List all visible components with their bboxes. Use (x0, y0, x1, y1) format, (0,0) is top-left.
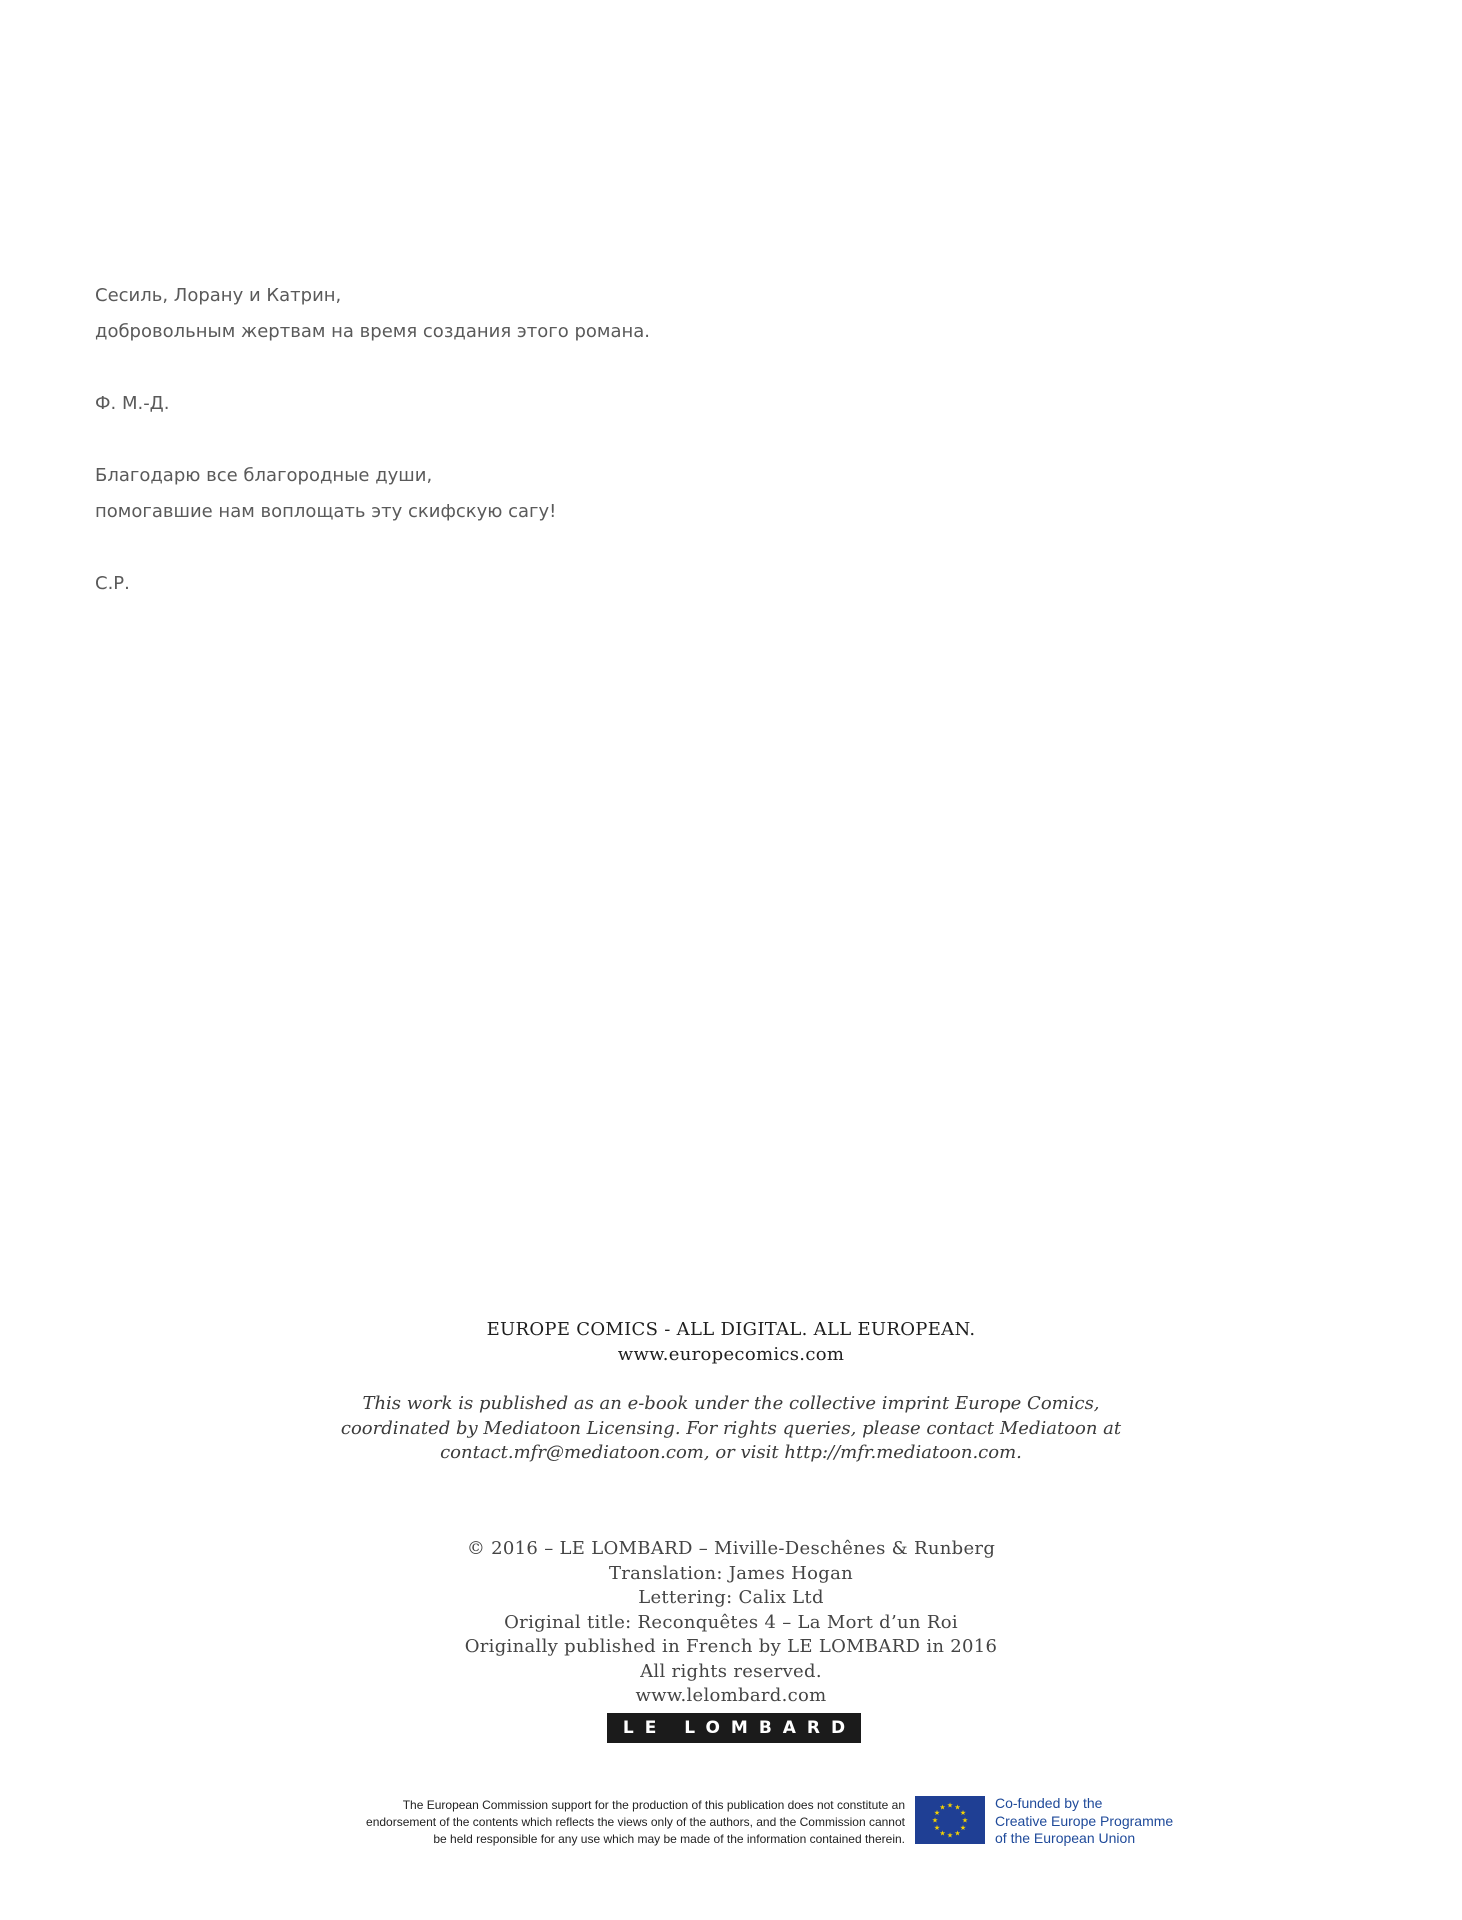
lettering-credit: Lettering: Calix Ltd (638, 1587, 824, 1608)
eu-star-icon: ★ (954, 1803, 961, 1812)
dedication (95, 278, 650, 602)
original-title: Original title: Reconquêtes 4 – La Mort d’un Roi (504, 1611, 958, 1633)
rights-reserved: All rights reserved. (640, 1660, 822, 1682)
eu-star-icon: ★ (959, 1824, 967, 1832)
translation-credit: Translation: James Hogan (608, 1562, 854, 1584)
notice-line: coordinated by Mediatoon Licensing. For rights queries, please contact Mediatoon at (340, 1417, 1122, 1439)
eu-star-icon: ★ (933, 1824, 941, 1832)
dedication-signature: Ф. М.-Д. (95, 393, 170, 414)
eu-star-icon: ★ (954, 1829, 961, 1838)
eu-star-icon: ★ (939, 1829, 946, 1838)
disclaimer-line: The European Commission support for the production of this publication does not constitute an (402, 1798, 905, 1812)
disclaimer-line: endorsement of the contents which reflects the views only of the authors, and the Commission cannot (366, 1815, 905, 1829)
motto-line: EUROPE COMICS - ALL DIGITAL. ALL EUROPEAN. (486, 1319, 976, 1340)
cofund-line: Co-funded by the (995, 1795, 1103, 1811)
cofund-line: of the European Union (995, 1830, 1136, 1846)
eu-cofunded-text (995, 1795, 1173, 1848)
dedication-signature: С.Р. (95, 573, 130, 594)
dedication-line: Благодарю все благородные души, (95, 465, 433, 486)
eu-disclaimer (200, 1797, 905, 1848)
dedication-line: Сесиль, Лорану и Катрин, (95, 285, 342, 306)
copyright-line: © 2016 – LE LOMBARD – Miville-Deschênes & Runberg (466, 1538, 996, 1559)
eu-star-icon: ★ (939, 1803, 946, 1812)
original-publication: Originally published in French by LE LOMBARD in 2016 (464, 1636, 998, 1657)
cofund-line: Creative Europe Programme (995, 1812, 1174, 1829)
publisher-website: www.lelombard.com (635, 1685, 827, 1706)
dedication-line: добровольным жертвам на время создания этого романа. (95, 321, 651, 342)
notice-line: This work is published as an e-book under the collective imprint Europe Comics, (362, 1393, 1100, 1414)
dedication-line: помогавшие нам воплощать эту скифскую сагу! (95, 501, 557, 522)
disclaimer-line: be held responsible for any use which may be made of the information contained therein. (433, 1832, 905, 1846)
eu-star-icon: ★ (946, 1801, 954, 1810)
eu-star-icon: ★ (959, 1809, 967, 1817)
eu-star-icon: ★ (946, 1831, 954, 1840)
motto-url: www.europecomics.com (617, 1344, 845, 1365)
notice-line: contact.mfr@mediatoon.com, or visit http://mfr.mediatoon.com. (440, 1442, 1022, 1463)
eu-star-icon: ★ (931, 1816, 939, 1825)
eu-star-icon: ★ (933, 1809, 941, 1817)
eu-flag-icon (915, 1796, 985, 1844)
le-lombard-logo: LE LOMBARD (607, 1713, 861, 1743)
credits (0, 1537, 1462, 1709)
publication-notice (0, 1392, 1462, 1466)
europe-comics-motto (0, 1317, 1462, 1367)
eu-star-icon: ★ (961, 1816, 969, 1825)
